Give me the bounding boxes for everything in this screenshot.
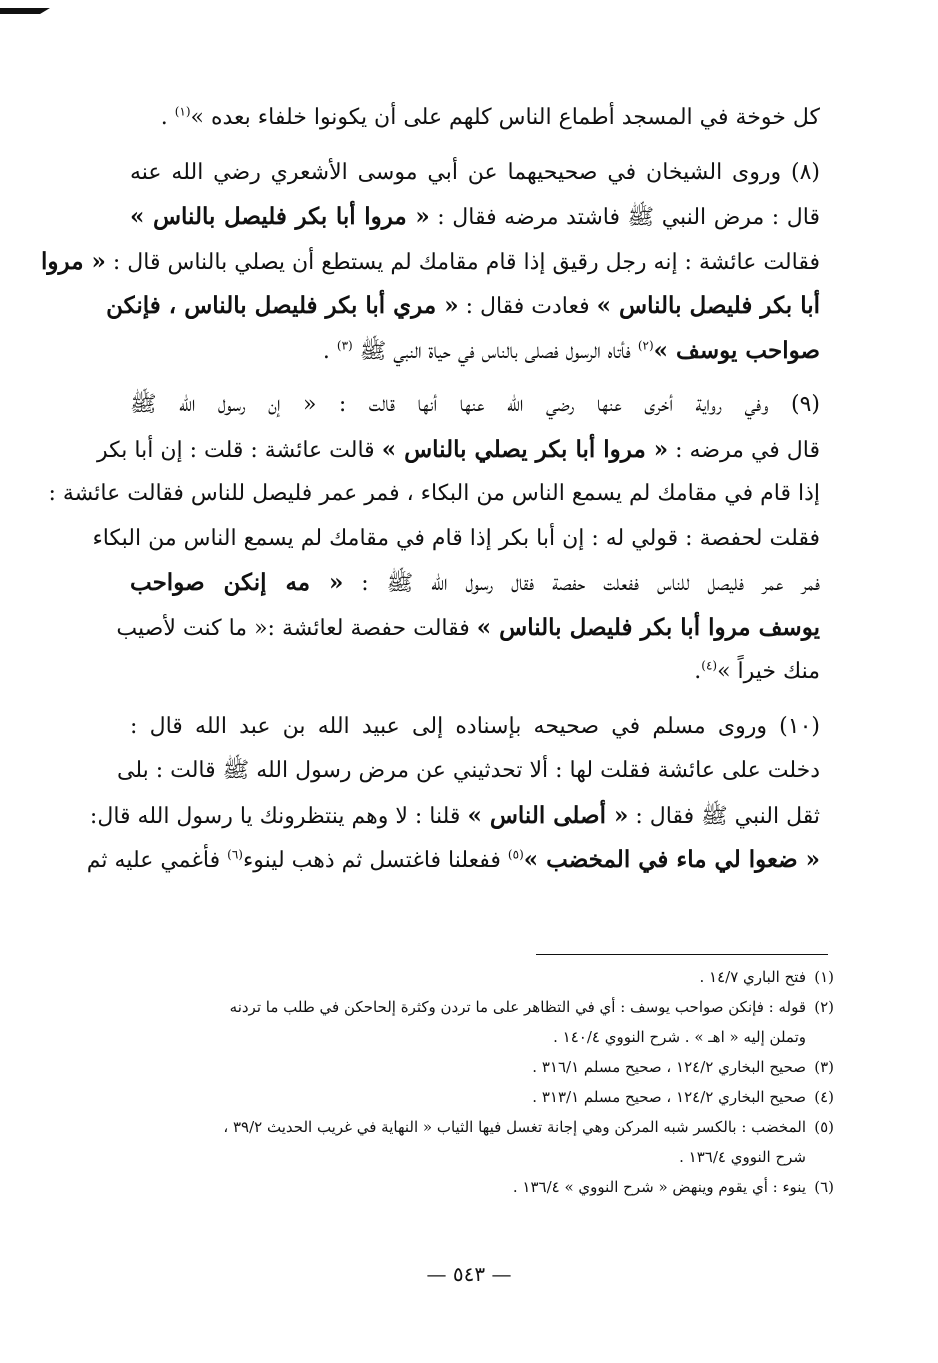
main-text [41,96,821,893]
text-line: (٨) وروى الشيخان في صحيحيهما عن أبي موسى الأشعري رضي الله عنه [130,159,820,185]
hadith-quote: « مروا أبا بكر فليصل بالناس » [130,203,430,230]
text-line: فقلت لحفصة : قولي له : إن أبا بكر إذا قام في مقامك لم يسمع الناس من البكاء [92,525,820,551]
footnote-3: (٣)صحيح البخاري ١٢٤/٢ ، صحيح مسلم ٣١٦/١ . [532,1058,834,1076]
scan-corner-mark [0,8,50,14]
footnote-ref: (٤) [701,658,718,673]
paragraph-8 [41,151,820,374]
text-line: دخلت على عائشة فقلت لها : ألا تحدثيني عن مرض رسول الله ﷺ قالت : بلى [116,758,820,783]
footnotes [130,962,834,1202]
hadith-quote: « مروا أبا بكر يصلي بالناس » [381,435,669,463]
text-line: أبا بكر فليصل بالناس » فعادت فقال : « مري أبا بكر فليصل بالناس ، فإنكن [106,292,820,319]
footnote-5-continuation: شرح النووي ١٣٦/٤ . [679,1148,806,1166]
hadith-quote: « ضعوا لي ماء في المخضب » [523,846,820,873]
page-number: — ٥٤٣ — [426,1262,512,1286]
hadith-quote: أبا بكر فليصل بالناس » [596,292,820,319]
paragraph-10 [86,705,820,883]
footnote-divider [536,954,828,955]
footnote-2: (٢)قوله : فإنكن صواحب يوسف : أي في التظاهر على ما تردن وكثرة إلحاحكن في طلب ما تردنه [229,998,834,1016]
text-line: يوسف مروا أبا بكر فليصل بالناس » فقالت حفصة لعائشة :« ما كنت لأصيب [116,613,820,641]
footnote-1: (١)فتح الباري ١٤/٧ . [699,968,834,986]
text-line: فمر عمر فليصل للناس ففعلت حفصة فقال رسول الله ﷺ : « مه إنكن صواحب [130,569,821,596]
paragraph-continuation [130,96,820,141]
text-line: قال في مرضه : « مروا أبا بكر يصلي بالناس » قالت عائشة : قلت : إن أبا بكر [96,435,820,463]
hadith-quote: « أصلى الناس » [467,801,629,829]
hadith-quote: يوسف مروا أبا بكر فليصل بالناس » [476,613,820,641]
text-line: ثقل النبي ﷺ فقال : « أصلى الناس » قلنا : لا وهم ينتظرونك يا رسول الله قال: [89,801,820,829]
text-line: كل خوخة في المسجد أطماع الناس كلهم على أن يكونوا خلفاء بعده »$^{(١)}$ . [160,104,820,130]
hadith-quote: « مه إنكن صواحب [130,569,344,596]
footnote-2-continuation: وتملن إليه « اهـ » . شرح النووي ١٤٠/٤ . [553,1028,806,1046]
footnote-6: (٦)ينوء : أي يقوم وينهض « شرح النووي » ١٣٦/٤ . [512,1178,834,1196]
text-line: منك خيراً »$^{(٤)}$. [694,658,820,684]
hadith-quote: « مري أبا بكر فليصل بالناس ، فإنكن [106,292,459,319]
footnote-ref: (٢) [637,338,654,353]
footnote-ref: (١) [174,104,191,119]
hadith-quote: صواحب يوسف » [653,336,820,364]
text-line: فقالت عائشة : إنه رجل رقيق إذا قام مقامك لم يستطع أن يصلي بالناس قال : « مروا [41,247,820,275]
text-line: (١٠) وروى مسلم في صحيحه بإسناده إلى عبيد الله بن عبد الله قال : [130,713,820,739]
paragraph-9 [48,383,821,695]
footnote-ref: (٣) [336,338,353,353]
footnote-4: (٤)صحيح البخاري ١٢٤/٢ ، صحيح مسلم ٣١٣/١ . [532,1088,834,1106]
hadith-quote: « مروا [41,247,106,275]
footnote-5: (٥)المخضب : بالكسر شبه المركن وهي إجانة تغسل فيها الثياب « النهاية في غريب الحديث ٣٩/٢ ، [223,1118,834,1136]
text-line: « ضعوا لي ماء في المخضب »$^{(٥)}$ ففعلنا فاغتسل ثم ذهب لينوء$^{(٦)}$ فأغمي عليه ثم [86,846,820,873]
text-line: قال : مرض النبي ﷺ فاشتد مرضه فقال : « مروا أبا بكر فليصل بالناس » [130,203,820,230]
text-line: (٩) وفي رواية أخرى عنها رضي الله عنها أنها قالت : « إن رسول الله ﷺ [130,392,820,417]
footnote-ref: (٦) [227,847,243,862]
text-line: صواحب يوسف »$^{(٢)}$ فأتاه الرسول فصلى بالناس في حياة النبي ﷺ $^{(٣)}$ . [322,336,820,364]
footnote-ref: (٥) [507,847,524,862]
text-line: إذا قام في مقامك لم يسمع الناس من البكاء ، فمر عمر فليصل للناس فقالت عائشة : [48,481,820,506]
